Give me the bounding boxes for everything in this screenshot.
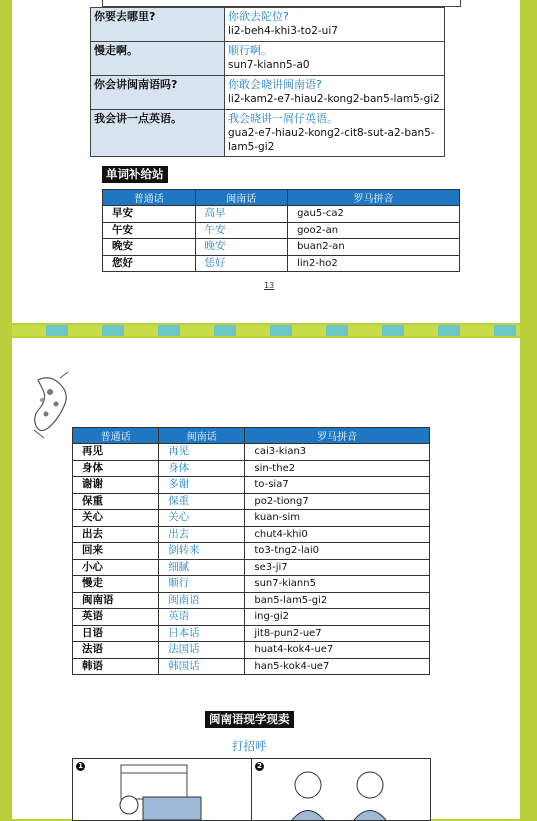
- vocab-row: [73, 658, 430, 675]
- minnan-phrase: 你欲去陀位?: [228, 10, 289, 23]
- romanization: chut4-khi0: [245, 526, 430, 543]
- romanization: se3-ji7: [245, 559, 430, 576]
- supplement-table: [102, 189, 460, 272]
- romanization: li2-kam2-e7-hiau2-kong2-ban5-lam5-gi2: [228, 93, 440, 105]
- minnan-word: 关心: [159, 510, 245, 527]
- vocab-row: [73, 609, 430, 626]
- dialogue-table: [90, 7, 445, 157]
- romanization: po2-tiong7: [245, 493, 430, 510]
- mandarin-word: 闽南语: [73, 592, 159, 609]
- romanization: to-sia7: [245, 477, 430, 494]
- vocab-row: [73, 444, 430, 461]
- mandarin-word: 小心: [73, 559, 159, 576]
- supplement-row: [103, 239, 460, 256]
- minnan-word: 多谢: [159, 477, 245, 494]
- romanization: sun7-kiann5: [245, 576, 430, 593]
- mandarin-word: 身体: [73, 460, 159, 477]
- minnan-phrase-cell: [225, 110, 445, 157]
- minnan-word: 保重: [159, 493, 245, 510]
- mandarin-word: 晚安: [103, 239, 196, 256]
- minnan-word: 再见: [159, 444, 245, 461]
- vocab-row: [73, 477, 430, 494]
- dialogue-row: [91, 110, 445, 157]
- illustration-2-drawing: [252, 759, 430, 820]
- illustration-1-drawing: [73, 759, 251, 820]
- minnan-word: 法国话: [159, 642, 245, 659]
- mandarin-word: 法语: [73, 642, 159, 659]
- romanization: goo2-an: [288, 222, 460, 239]
- minnan-phrase: 你敢会晓讲闽南语?: [228, 78, 322, 91]
- minnan-word: 韩国话: [159, 658, 245, 675]
- romanization: huat4-kok4-ue7: [245, 642, 430, 659]
- supplement-row: [103, 222, 460, 239]
- mandarin-word: 再见: [73, 444, 159, 461]
- mandarin-word: 韩语: [73, 658, 159, 675]
- romanization: cai3-kian3: [245, 444, 430, 461]
- mandarin-word: 早安: [103, 206, 196, 223]
- mandarin-phrase: 我会讲一点英语。: [91, 110, 225, 157]
- dialogue-row: [91, 76, 445, 110]
- supplement-row: [103, 255, 460, 272]
- column-header: 罗马拼音: [245, 428, 430, 444]
- vocab-row: [73, 510, 430, 527]
- dialogue-row: [91, 42, 445, 76]
- vocab-table: [72, 427, 430, 675]
- supplement-title: 单词补给站: [102, 166, 168, 183]
- minnan-word: 晚安: [195, 239, 288, 256]
- column-header: 闽南话: [195, 190, 288, 206]
- illustration-number: 1: [76, 762, 85, 771]
- romanization: to3-tng2-lai0: [245, 543, 430, 560]
- column-header: 罗马拼音: [288, 190, 460, 206]
- romanization: ing-gi2: [245, 609, 430, 626]
- minnan-word: 高早: [195, 206, 288, 223]
- romanization: han5-kok4-ue7: [245, 658, 430, 675]
- minnan-phrase-cell: [225, 8, 445, 42]
- vocab-row: [73, 625, 430, 642]
- vocab-row: [73, 576, 430, 593]
- illustration-2: [251, 758, 431, 821]
- romanization: ban5-lam5-gi2: [245, 592, 430, 609]
- vocab-row: [73, 543, 430, 560]
- mandarin-word: 午安: [103, 222, 196, 239]
- mandarin-word: 英语: [73, 609, 159, 626]
- minnan-word: 倒转来: [159, 543, 245, 560]
- column-header: 闽南话: [159, 428, 245, 444]
- page-number: 13: [264, 281, 275, 290]
- decorative-ornament: [30, 370, 78, 442]
- minnan-word: 出去: [159, 526, 245, 543]
- mandarin-word: 关心: [73, 510, 159, 527]
- mandarin-phrase: 慢走啊。: [91, 42, 225, 76]
- table-cut-row: [102, 0, 461, 7]
- vocab-row: [73, 460, 430, 477]
- column-header: 普通话: [103, 190, 196, 206]
- mandarin-word: 回来: [73, 543, 159, 560]
- minnan-word: 日本话: [159, 625, 245, 642]
- mandarin-word: 您好: [103, 255, 196, 272]
- romanization: sin-the2: [245, 460, 430, 477]
- mandarin-phrase: 你会讲闽南语吗?: [91, 76, 225, 110]
- vocab-row: [73, 642, 430, 659]
- mandarin-word: 出去: [73, 526, 159, 543]
- mandarin-word: 谢谢: [73, 477, 159, 494]
- minnan-word: 闽南语: [159, 592, 245, 609]
- vocab-row: [73, 526, 430, 543]
- romanization: jit8-pun2-ue7: [245, 625, 430, 642]
- minnan-phrase-cell: [225, 76, 445, 110]
- romanization: kuan-sim: [245, 510, 430, 527]
- romanization: gua2-e7-hiau2-kong2-cit8-sut-a2-ban5-lam5-gi2: [228, 127, 435, 153]
- decorative-stripe: [12, 325, 520, 336]
- illustration-number: 2: [255, 762, 264, 771]
- romanization: sun7-kiann5-a0: [228, 59, 310, 71]
- minnan-word: 英语: [159, 609, 245, 626]
- mandarin-word: 日语: [73, 625, 159, 642]
- minnan-word: 身体: [159, 460, 245, 477]
- illustration-1: [72, 758, 252, 821]
- minnan-phrase-cell: [225, 42, 445, 76]
- mandarin-word: 保重: [73, 493, 159, 510]
- vocab-row: [73, 559, 430, 576]
- romanization: buan2-an: [288, 239, 460, 256]
- vocab-row: [73, 592, 430, 609]
- minnan-word: 细腻: [159, 559, 245, 576]
- romanization: gau5-ca2: [288, 206, 460, 223]
- minnan-word: 顺行: [159, 576, 245, 593]
- dialogue-row: [91, 8, 445, 42]
- column-header: 普通话: [73, 428, 159, 444]
- minnan-word: 午安: [195, 222, 288, 239]
- minnan-phrase: 我会晓讲一屑仔英语。: [228, 112, 338, 125]
- romanization: lin2-ho2: [288, 255, 460, 272]
- supplement-row: [103, 206, 460, 223]
- mandarin-word: 慢走: [73, 576, 159, 593]
- minnan-phrase: 顺行啊。: [228, 44, 272, 57]
- subsection-title: 打招呼: [232, 739, 267, 753]
- section-title: 闽南语现学现卖: [205, 711, 294, 728]
- vocab-row: [73, 493, 430, 510]
- minnan-word: 恁好: [195, 255, 288, 272]
- mandarin-phrase: 你要去哪里?: [91, 8, 225, 42]
- romanization: li2-beh4-khi3-to2-ui7: [228, 25, 338, 37]
